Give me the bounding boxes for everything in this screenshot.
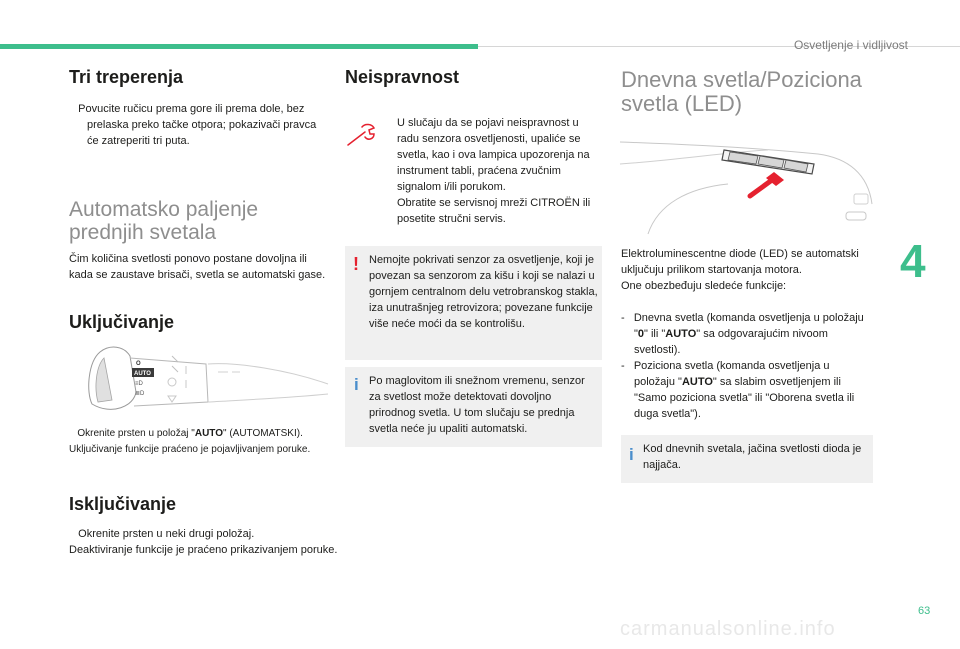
wrench-icon bbox=[345, 123, 379, 149]
stalk-label-dim: ≡D bbox=[135, 381, 143, 387]
chapter-number: 4 bbox=[900, 235, 926, 287]
list-item: - Poziciona svetla (komanda osvetljenja u položaju "AUTO" sa slabim osvetljenjem ili "Samo poziciona svetla" ili "Oborena svetla ili duga svetla"). bbox=[621, 360, 855, 420]
info-icon: i bbox=[629, 445, 634, 464]
lighting-stalk-illustration bbox=[68, 344, 330, 416]
stalk-label-o: O bbox=[136, 361, 141, 367]
tri-treperenja-text: Povucite ručicu prema gore ili prema dole, bez prelaska preko tačke otpora; pokazivači pravca će zatreperiti tri puta. bbox=[78, 103, 317, 147]
led-daytime-lights-illustration bbox=[618, 134, 874, 238]
dnevna-svetla-heading: Dnevna svetla/Poziciona svetla (LED) bbox=[621, 67, 862, 116]
info-icon: i bbox=[354, 375, 359, 394]
iskljucivanje-heading: Isključivanje bbox=[69, 494, 177, 514]
neispravnost-heading: Neispravnost bbox=[345, 67, 460, 87]
info-text: Po maglovitom ili snežnom vremenu, senzor za svetlost može detektovati dovoljno prirodnog svetla. U tom slučaju se prednja svetla neće ju upaliti automatski. bbox=[369, 375, 585, 435]
led-strip-group bbox=[722, 150, 814, 174]
list-item: - Dnevna svetla (komanda osvetljenja u položaju "0" ili "AUTO" sa odgovarajućim nivoom svetlosti). bbox=[621, 312, 864, 356]
fault-text: U slučaju da se pojavi neispravnost u radu senzora osvetljenosti, upaliće se svetla, kao i ova lampica upozorenja na instrument tabli, praćena zvučnim signalom i/ili porukom. Obratite se servisnoj mreži CITROËN ili posetite stručni servis. bbox=[397, 117, 591, 225]
header-accent-bar bbox=[0, 44, 478, 49]
led-intro-text: Elektroluminescentne diode (LED) se automatski uključuju prilikom startovanja motora. One obezbeđuju sledeće funkcije: bbox=[621, 248, 859, 292]
led-info-text: Kod dnevnih svetala, jačina svetlosti dioda je najjača. bbox=[643, 443, 862, 471]
section-title: Osvetljenje i vidljivost bbox=[793, 38, 908, 52]
led-function-list bbox=[621, 310, 873, 422]
ukljucivanje-caption: Okrenite prsten u položaj "AUTO" (AUTOMATSKI). Uključivanje funkcije praćeno je pojavljivanjem poruke. bbox=[69, 428, 311, 455]
warning-exclamation-icon: ! bbox=[353, 254, 359, 274]
warning-note bbox=[345, 246, 602, 360]
page-number: 63 bbox=[918, 605, 931, 617]
stalk-label-beam: ≣D bbox=[135, 391, 145, 397]
watermark: carmanualsonline.info bbox=[620, 618, 836, 640]
stalk-label-auto: AUTO bbox=[134, 371, 151, 377]
red-pointer-arrow bbox=[750, 180, 772, 196]
info-note bbox=[345, 367, 602, 447]
automatsko-paljenje-text: Čim količina svetlosti ponovo postane dovoljna ili kada se zaustave brisači, svetla se automatski gase. bbox=[69, 253, 326, 281]
ukljucivanje-heading: Uključivanje bbox=[69, 312, 175, 332]
tri-treperenja-heading: Tri treperenja bbox=[69, 67, 184, 87]
iskljucivanje-text: Okrenite prsten u neki drugi položaj. Deaktiviranje funkcije je praćeno prikazivanjem poruke. bbox=[69, 528, 338, 556]
led-info-note bbox=[621, 435, 873, 483]
automatsko-paljenje-heading: Automatsko paljenje prednjih svetala bbox=[69, 198, 259, 244]
warning-text: Nemojte pokrivati senzor za osvetljenje, koji je povezan sa senzorom za kišu i koji se nalazi u gornjem centralnom delu vetrobranskog stakla, iza unutrašnjeg retrovizora; povezane funkcije više neće moći da se kontrolišu. bbox=[369, 254, 598, 330]
